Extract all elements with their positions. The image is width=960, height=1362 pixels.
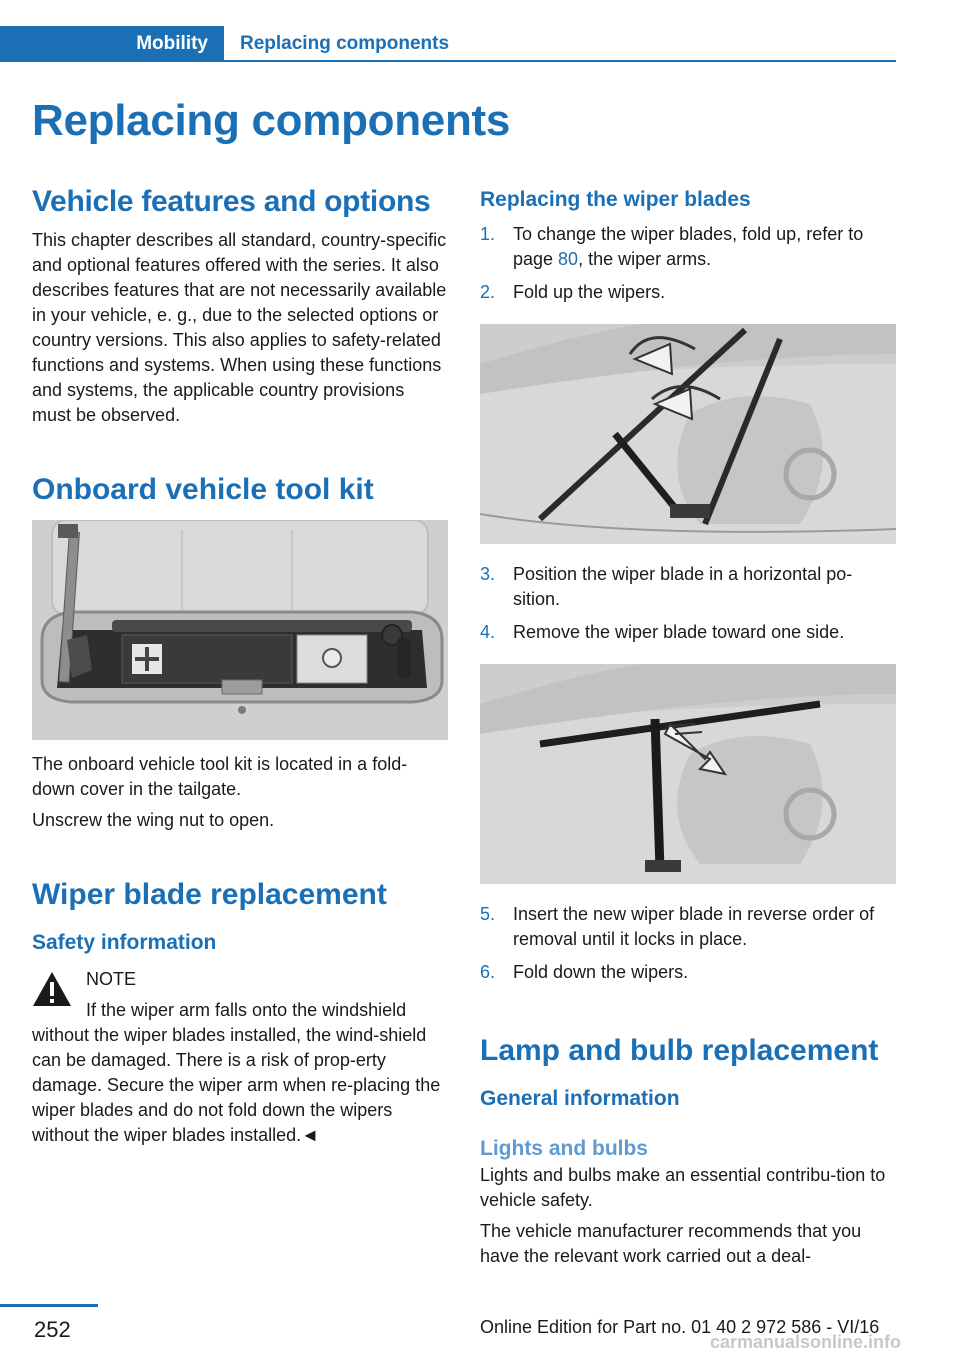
lamp-para1: Lights and bulbs make an essential contribu-tion to vehicle safety. xyxy=(480,1165,886,1210)
chapter-tab[interactable]: Replacing components xyxy=(240,33,450,54)
step-text: Position the wiper blade in a horizontal po-sition. xyxy=(513,564,853,609)
steps-list-c xyxy=(480,902,896,985)
step-text: Remove the wiper blade toward one side. xyxy=(513,622,845,642)
steps-list-a xyxy=(480,222,896,305)
left-column xyxy=(32,182,448,1148)
step-text: Insert the new wiper blade in reverse order of removal until it locks in place. xyxy=(513,904,875,949)
step-3 xyxy=(480,562,896,612)
footer-rule xyxy=(0,1304,98,1307)
note-body: without the wiper blades installed, the wind-shield can be damaged. There is a risk of prop-erty damage. Secure the wiper arm when re-placing the wiper blades and do not fold down the wipers without the wiper blades installed.◄ xyxy=(32,1025,441,1145)
step-2 xyxy=(480,280,896,305)
wiper-remove-illustration xyxy=(480,664,896,884)
step-number: 6. xyxy=(480,962,496,982)
page-link[interactable]: 80 xyxy=(558,249,579,269)
steps-list-b xyxy=(480,562,896,645)
toolkit-heading: Onboard vehicle tool kit xyxy=(32,473,374,506)
toolkit-image xyxy=(32,520,448,740)
step-number: 2. xyxy=(480,282,496,302)
lamp-heading: Lamp and bulb replacement xyxy=(480,1034,879,1067)
wiper-fold-up-illustration xyxy=(480,324,896,544)
page-title: Replacing components xyxy=(32,96,511,145)
page-number: 252 xyxy=(34,1317,71,1342)
section-tab[interactable]: Mobility xyxy=(0,26,224,62)
step-number: 1. xyxy=(480,224,496,244)
right-column xyxy=(480,186,896,1269)
step-number: 5. xyxy=(480,904,496,924)
toolkit-illustration xyxy=(32,520,448,740)
step-text: , the wiper arms. xyxy=(578,249,712,269)
lights-bulbs-heading: Lights and bulbs xyxy=(480,1137,648,1160)
safety-heading: Safety information xyxy=(32,931,217,954)
toolkit-para1: The onboard vehicle tool kit is located in a fold-down cover in the tailgate. xyxy=(32,754,408,799)
note-first-line: If the wiper arm falls onto the windshield xyxy=(86,1000,407,1020)
features-body: This chapter describes all standard, country-specific and optional features offered with the series. It also describes features that are not necessarily available in your vehicle, e. g., due to the selected options or country versions. This also applies to safety-related functions and systems. When using these functions and systems, the applicable country provisions must be observed. xyxy=(32,230,447,425)
wiper-remove-image xyxy=(480,664,896,884)
toolkit-para2: Unscrew the wing nut to open. xyxy=(32,810,275,830)
step-number: 4. xyxy=(480,622,496,642)
step-text: To change the wiper blades, fold up, refer to page xyxy=(513,224,864,269)
warning-triangle-icon xyxy=(32,971,72,1007)
step-1 xyxy=(480,222,896,272)
wiper-heading: Wiper blade replacement xyxy=(32,878,387,911)
step-number: 3. xyxy=(480,564,496,584)
lamp-para2: The vehicle manufacturer recommends that you have the relevant work carried out a deal- xyxy=(480,1221,862,1266)
note-label: NOTE xyxy=(86,969,137,989)
features-heading: Vehicle features and options xyxy=(32,185,431,218)
step-text: Fold down the wipers. xyxy=(513,962,689,982)
step-6 xyxy=(480,960,896,985)
step-4 xyxy=(480,620,896,645)
step-text: Fold up the wipers. xyxy=(513,282,666,302)
step-5 xyxy=(480,902,896,952)
general-info-heading: General information xyxy=(480,1087,680,1110)
wiper-fold-up-image xyxy=(480,324,896,544)
header-rule xyxy=(224,60,896,62)
watermark: carmanualsonline.info xyxy=(710,1332,902,1352)
edition-note: Online Edition for Part no. 01 40 2 972 586 - VI/16 xyxy=(480,1317,880,1337)
page-header xyxy=(0,26,896,62)
replacing-heading: Replacing the wiper blades xyxy=(480,188,751,211)
note-block xyxy=(32,967,448,1148)
